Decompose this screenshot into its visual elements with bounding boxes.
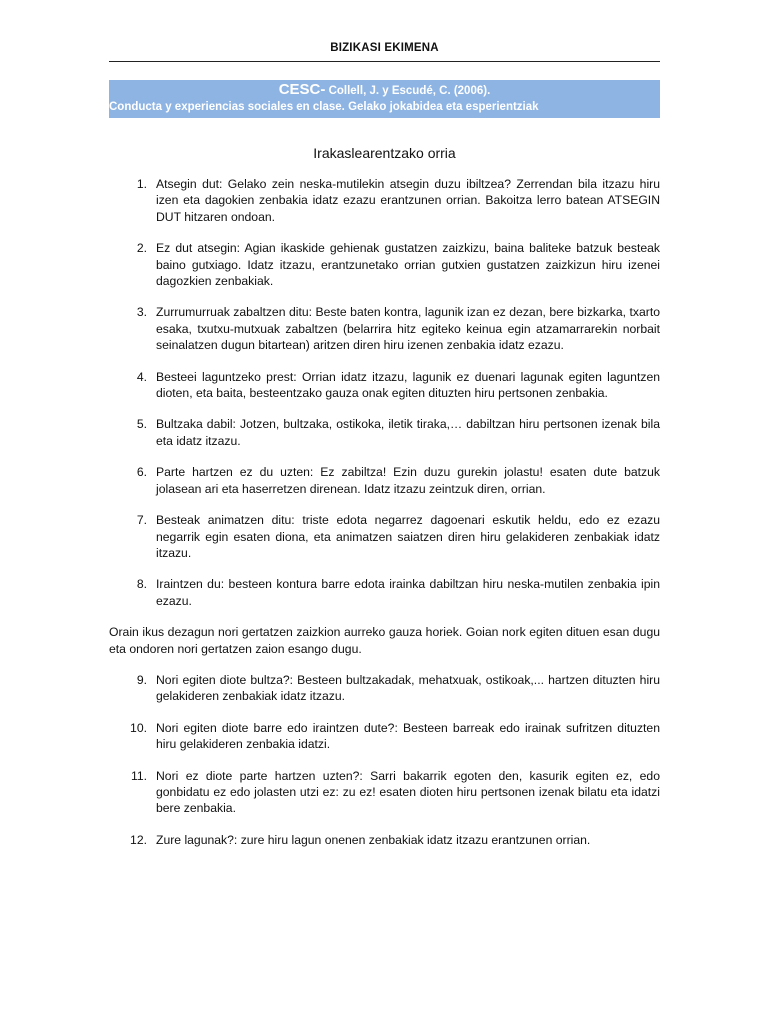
list-item [109, 369, 660, 402]
item-number: 3. [136, 305, 147, 320]
item-number: 8. [136, 577, 147, 592]
item-number: 10. [130, 720, 147, 735]
item-text: Besteei laguntzeko prest: Orrian idatz itzazu, lagunik ez duenari lagunak egiten laguntzen dioten, eta baita, besteentzako gauza onak egiten dituzten hiru pertsonen zenbakia. [156, 369, 660, 401]
item-text: Zurrumurruak zabaltzen ditu: Beste baten kontra, lagunik izan ez dezan, bere bizkarka, txarto esaka, txutxu-mutxuak zabaltzen (belarrira hitz egiteko keinua egin atzamarrarekin norbait seinalatzen dugun bitartean) aritzen diren hiru izenen zenbakia idatz ezazu. [156, 305, 660, 353]
item-number: 4. [136, 369, 147, 384]
list-item [109, 720, 660, 753]
list-item [109, 768, 660, 817]
item-text: Nori ez diote parte hartzen uzten?: Sarri bakarrik egoten den, kasurik egiten ez, edo gonbidatu ez edo jolasten utzi ez: zu ez! esaten dioten hiru pertsonen izenak bilatu eta idatzi bere zenbakia. [156, 768, 660, 816]
list-item [109, 832, 660, 848]
item-number: 11. [130, 768, 147, 783]
item-text: Bultzaka dabil: Jotzen, bultzaka, ostikoka, iletik tiraka,… dabiltzan hiru pertsonen izenak bila eta idatz itzazu. [156, 417, 660, 448]
item-text: Nori egiten diote bultza?: Besteen bultzakadak, mehatxuak, ostikoak,... hartzen dituzten hiru gelakideren zenbakiak idatz itzazu. [156, 672, 660, 704]
citation-banner [109, 80, 660, 118]
item-number: 5. [136, 417, 147, 432]
item-number: 2. [136, 241, 147, 256]
document-title: Irakaslearentzako orria [313, 145, 456, 161]
item-text: Iraintzen du: besteen kontura barre edota irainka dabiltzan hiru neska-mutilen zenbakia ipin ezazu. [156, 577, 660, 608]
list-item [109, 576, 660, 609]
item-text: Parte hartzen ez du uzten: Ez zabiltza! Ezin duzu gurekin jolastu! esaten dute batzuk jolasean ari eta haserretzen direnean. Idatz itzazu zeintzuk diren, orrian. [156, 465, 660, 496]
list-item [109, 304, 660, 353]
header-title: BIZIKASI EKIMENA [330, 42, 439, 54]
list-item [109, 416, 660, 449]
item-text: Zure lagunak?: zure hiru lagun onenen zenbakiak idatz itzazu erantzunen orrian. [156, 832, 591, 847]
list-item [109, 464, 660, 497]
list-item [109, 512, 660, 561]
item-number: 9. [136, 672, 147, 687]
banner-cesc-label: CESC- [278, 81, 326, 98]
list-item [109, 240, 660, 289]
list-item [109, 672, 660, 705]
banner-authors: Collell, J. y Escudé, C. (2006). [325, 85, 491, 97]
item-text: Besteak animatzen ditu: triste edota negarrez dagoenari eskutik heldu, edo ez ezazu negarrik egin esaten diona, eta animatzen saiatzen diren hiru gelakideren zenbakiak idatz itzazu. [156, 513, 660, 560]
item-text: Nori egiten diote barre edo iraintzen dute?: Besteen barreak edo irainak sufritzen dituzten hiru gelakideren zenbakia idatzi. [156, 720, 660, 752]
banner-citation-line [109, 81, 660, 99]
intro-paragraph: Orain ikus dezagun nori gertatzen zaizkion aurreko gauza horiek. Goian nork egiten dituen esan dugu eta ondoren nori gertatzen zaion esango dugu. [109, 625, 660, 656]
banner-subtitle: Conducta y experiencias sociales en clase. Gelako jokabidea eta esperientziak [109, 101, 539, 113]
item-number: 6. [136, 465, 147, 480]
header-divider [109, 61, 660, 62]
item-number: 1. [136, 177, 147, 191]
item-number: 12. [130, 832, 147, 847]
item-text: Atsegin dut: Gelako zein neska-mutilekin atsegin duzu ibiltzea? Zerrendan bila itzazu hiru izen eta dagokien zenbakia idatz ezazu erantzunen orrian. Bakoitza lerro batean ATSEGIN DUT hitzaren ondoan. [156, 177, 660, 224]
question-list [109, 176, 660, 863]
item-number: 7. [136, 513, 147, 528]
list-item [109, 176, 660, 225]
item-text: Ez dut atsegin: Agian ikaskide gehienak gustatzen zaizkizu, baina baliteke batzuk besteak baino gutxiago. Idatz itzazu, erantzunetako orrian gutxien gustatzen zaizkizun hiru izenei dagozkien zenbakiak. [156, 241, 660, 289]
